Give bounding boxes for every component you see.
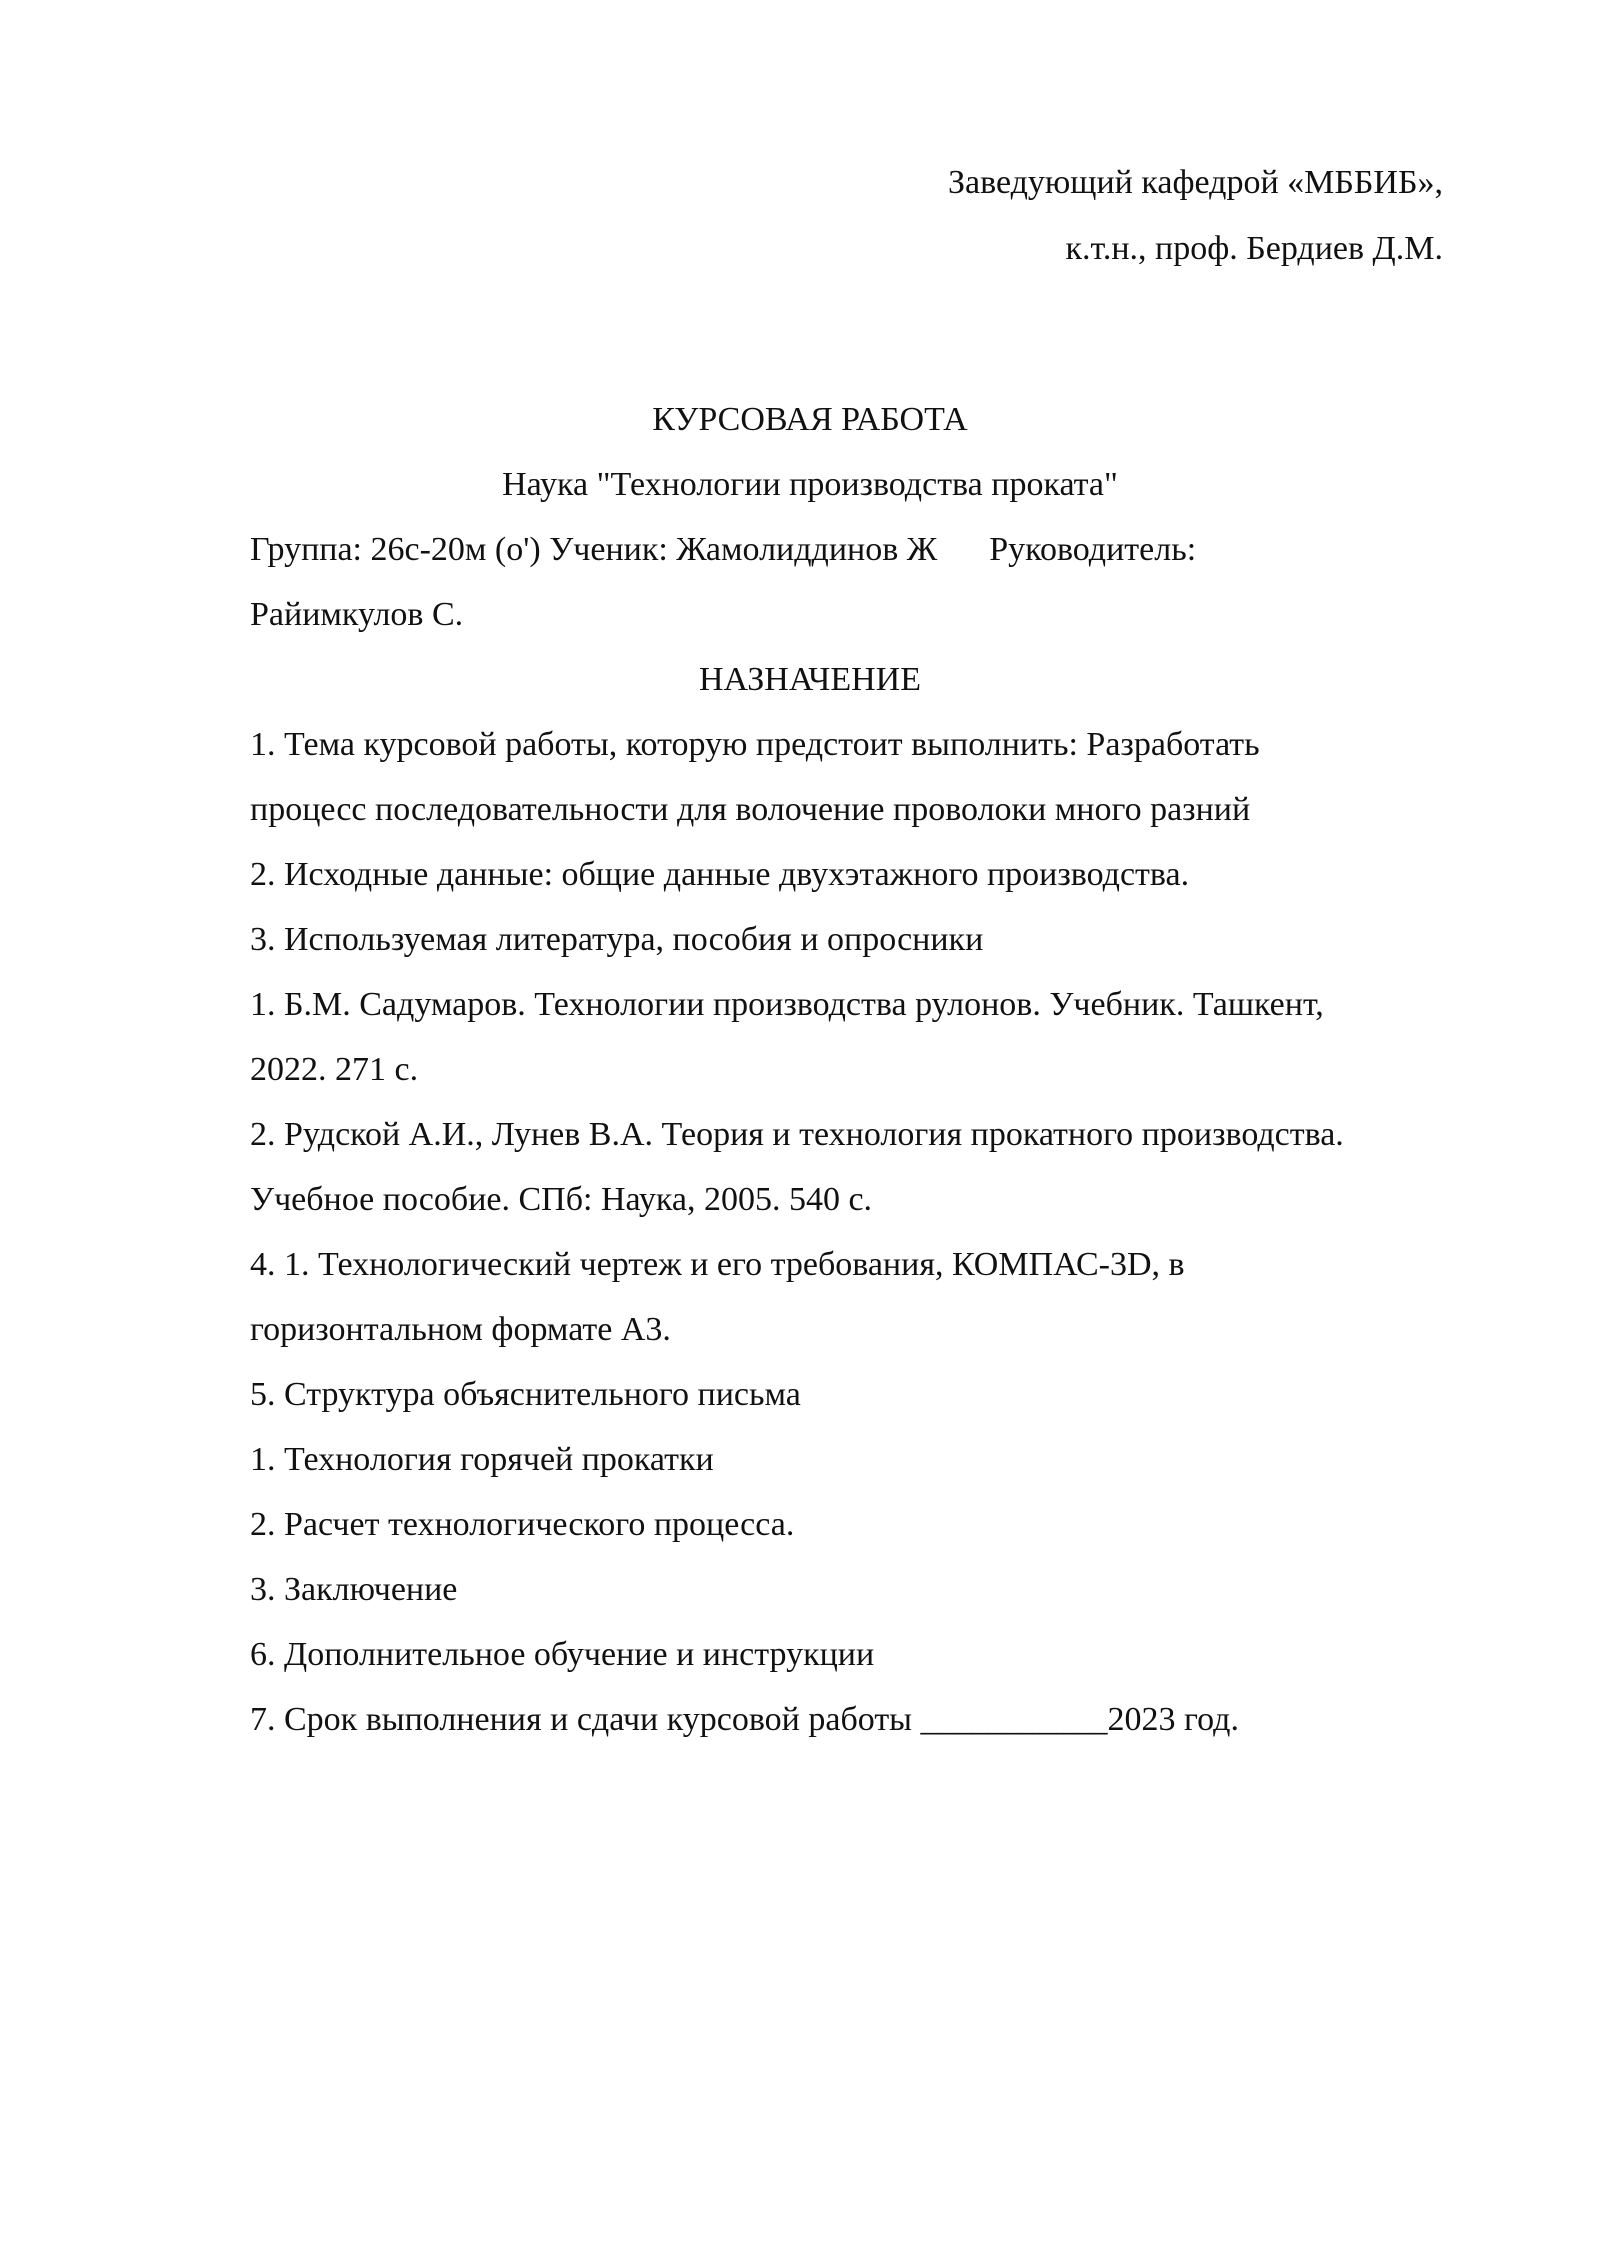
body-line: 2. Исходные данные: общие данные двухэтажного производства. — [250, 856, 1190, 893]
body-line: 4. 1. Технологический чертеж и его требования, КОМПАС-3D, в — [250, 1246, 1185, 1283]
body-line: Учебное пособие. СПб: Наука, 2005. 540 с. — [250, 1181, 873, 1218]
body-line: 2. Расчет технологического процесса. — [250, 1506, 795, 1543]
body-line: 5. Структура объяснительного письма — [250, 1376, 801, 1413]
body-line: 1. Тема курсовой работы, которую предстоит выполнить: Разработать — [250, 726, 1260, 763]
document-body — [250, 387, 1490, 1752]
body-line: 3. Используемая литература, пособия и опросники — [250, 921, 984, 958]
assignment-heading: НАЗНАЧЕНИЕ — [699, 661, 921, 698]
body-line: горизонтальном формате А3. — [250, 1311, 671, 1348]
approval-block — [948, 150, 1443, 282]
supervisor-name: Райимкулов С. — [250, 596, 464, 633]
group-student-text: Группа: 26с-20м (о') Ученик: Жамолиддинов Ж — [250, 531, 938, 568]
document-title: КУРСОВАЯ РАБОТА — [652, 401, 968, 438]
body-line: 2. Рудской А.И., Лунев В.А. Теория и технология прокатного производства. — [250, 1116, 1344, 1153]
body-line: 3. Заключение — [250, 1571, 458, 1608]
approval-name: к.т.н., проф. Бердиев Д.М. — [1065, 230, 1443, 267]
group-student-supervisor-line — [250, 517, 1490, 582]
body-line: 1. Б.М. Садумаров. Технологии производства рулонов. Учебник. Ташкент, — [250, 986, 1324, 1023]
supervisor-label: Руководитель: — [989, 531, 1197, 568]
body-line: процесс последовательности для волочение проволоки много разний — [250, 791, 1251, 828]
body-line: 7. Срок выполнения и сдачи курсовой работы ___________2023 год. — [250, 1701, 1239, 1738]
approval-position: Заведующий кафедрой «МББИБ», — [947, 164, 1443, 201]
subject-line: Наука "Технологии производства проката" — [502, 466, 1118, 503]
body-line: 1. Технология горячей прокатки — [250, 1441, 714, 1478]
body-line: 6. Дополнительное обучение и инструкции — [250, 1636, 875, 1673]
body-line: 2022. 271 с. — [250, 1051, 419, 1088]
